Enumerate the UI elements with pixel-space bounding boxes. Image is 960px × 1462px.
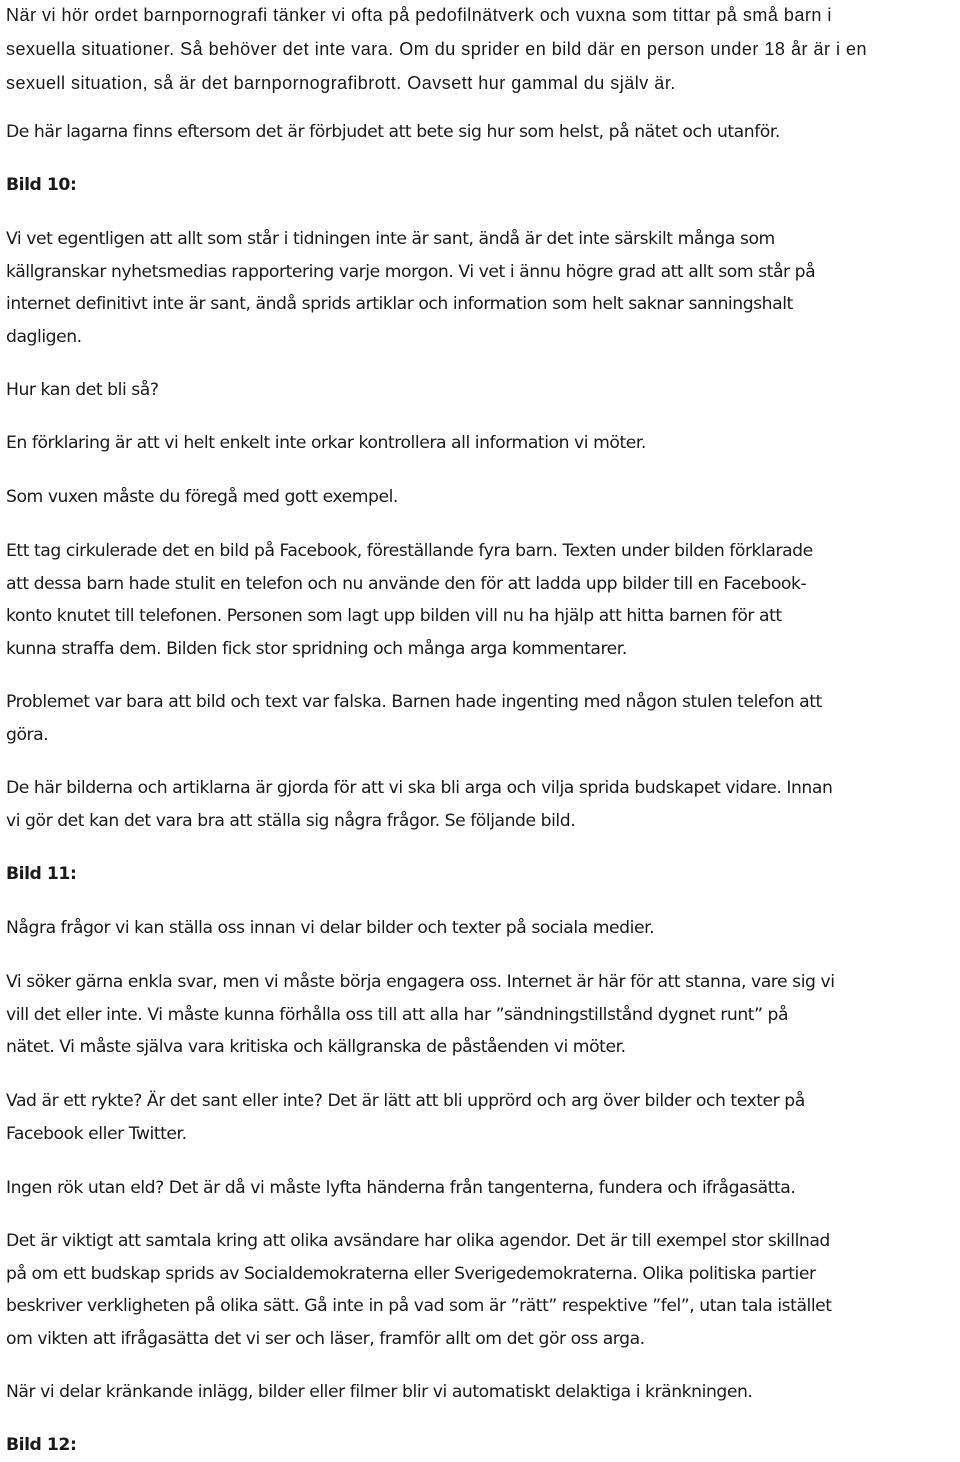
- section-heading: Bild 11:: [6, 864, 77, 884]
- text-line: Vi söker gärna enkla svar, men vi måste börja engagera oss. Internet är här för att stanna, vare sig vi: [6, 972, 835, 992]
- paragraph-problemet: [6, 686, 956, 751]
- paragraph-bilderna-artiklarna: [6, 772, 956, 837]
- text-line: kunna straffa dem. Bilden fick stor spridning och många arga kommentarer.: [6, 638, 627, 659]
- paragraph-som-vuxen: [6, 481, 956, 514]
- text-line: Det är viktigt att samtala kring att olika avsändare har olika agendor. Det är till exempel stor skillnad: [6, 1231, 830, 1251]
- paragraph-enkla-svar: [6, 966, 956, 1064]
- text-line: Vi vet egentligen att allt som står i tidningen inte är sant, ändå är det inte särskilt många som: [6, 229, 775, 249]
- text-line: konto knutet till telefonen. Personen som lagt upp bilden vill nu ha hjälp att hitta barnen för att: [6, 606, 782, 626]
- text-line: sexuell situation, så är det barnpornografibrott. Oavsett hur gammal du själv är.: [6, 73, 676, 93]
- text-line: nätet. Vi måste själva vara kritiska och källgranska de påståenden vi möter.: [6, 1037, 626, 1057]
- text-line: En förklaring är att vi helt enkelt inte orkar kontrollera all information vi möter.: [6, 433, 646, 453]
- text-line: Hur kan det bli så?: [6, 380, 159, 400]
- text-line: vi gör det kan det vara bra att ställa sig några frågor. Se följande bild.: [6, 810, 576, 831]
- text-line: Facebook eller Twitter.: [6, 1123, 187, 1144]
- text-line: Problemet var bara att bild och text var falska. Barnen hade ingenting med någon stulen telefon att: [6, 692, 822, 712]
- text-line: på om ett budskap sprids av Socialdemokraterna eller Sverigedemokraterna. Olika politiska partier: [6, 1263, 816, 1284]
- section-heading: Bild 10:: [6, 175, 77, 195]
- text-line: att dessa barn hade stulit en telefon och nu använde den för att ladda upp bilder till en Facebook-: [6, 573, 807, 594]
- section-heading: Bild 12:: [6, 1435, 77, 1455]
- paragraph-kallgranskning: [6, 223, 956, 353]
- paragraph-nagra-fragor: [6, 912, 956, 945]
- text-line: Ett tag cirkulerade det en bild på Facebook, föreställande fyra barn. Texten under bilden förklarade: [6, 541, 813, 561]
- heading-bild-12: [6, 1429, 956, 1462]
- paragraph-hur-kan: [6, 374, 956, 407]
- text-line: Som vuxen måste du föregå med gott exempel.: [6, 487, 398, 507]
- text-line: När vi hör ordet barnpornografi tänker vi ofta på pedofilnätverk och vuxna som tittar på små barn i: [6, 5, 832, 25]
- text-line: källgranskar nyhetsmedias rapportering varje morgon. Vi vet i ännu högre grad att allt som står på: [6, 261, 816, 282]
- text-line: När vi delar kränkande inlägg, bilder eller filmer blir vi automatiskt delaktiga i kränkningen.: [6, 1382, 753, 1402]
- paragraph-rykte: [6, 1085, 956, 1150]
- paragraph-ingen-rok: [6, 1172, 956, 1205]
- text-line: göra.: [6, 724, 49, 745]
- text-line: vill det eller inte. Vi måste kunna förhålla oss till att alla har ”sändningstillstånd dygnet runt” på: [6, 1004, 789, 1025]
- paragraph-facebook-bild: [6, 535, 956, 665]
- text-line: De här bilderna och artiklarna är gjorda för att vi ska bli arga och vilja sprida budskapet vidare. Innan: [6, 778, 833, 798]
- paragraph-lagarna: [6, 116, 956, 149]
- paragraph-avsandare: [6, 1225, 956, 1355]
- paragraph-forklaring: [6, 427, 956, 460]
- text-line: Ingen rök utan eld? Det är då vi måste lyfta händerna från tangenterna, fundera och ifrågasätta.: [6, 1178, 796, 1198]
- text-line: om vikten att ifrågasätta det vi ser och läser, framför allt om det gör oss arga.: [6, 1328, 645, 1349]
- text-line: dagligen.: [6, 326, 82, 347]
- text-line: De här lagarna finns eftersom det är förbjudet att bete sig hur som helst, på nätet och utanför.: [6, 122, 780, 142]
- paragraph-barnpornografi: [6, 0, 956, 100]
- text-line: Några frågor vi kan ställa oss innan vi delar bilder och texter på sociala medier.: [6, 918, 655, 938]
- text-line: internet definitivt inte är sant, ändå sprids artiklar och information som helt saknar sanningshalt: [6, 294, 793, 314]
- heading-bild-10: [6, 169, 956, 202]
- paragraph-krankande: [6, 1376, 956, 1409]
- text-line: Vad är ett rykte? Är det sant eller inte? Det är lätt att bli upprörd och arg över bilder och texter på: [6, 1091, 805, 1111]
- text-line: sexuella situationer. Så behöver det inte vara. Om du sprider en bild där en person under 18 år är i en: [6, 39, 867, 59]
- text-line: beskriver verkligheten på olika sätt. Gå inte in på vad som är ”rätt” respektive ”fel”, utan tala istället: [6, 1296, 832, 1316]
- heading-bild-11: [6, 858, 956, 891]
